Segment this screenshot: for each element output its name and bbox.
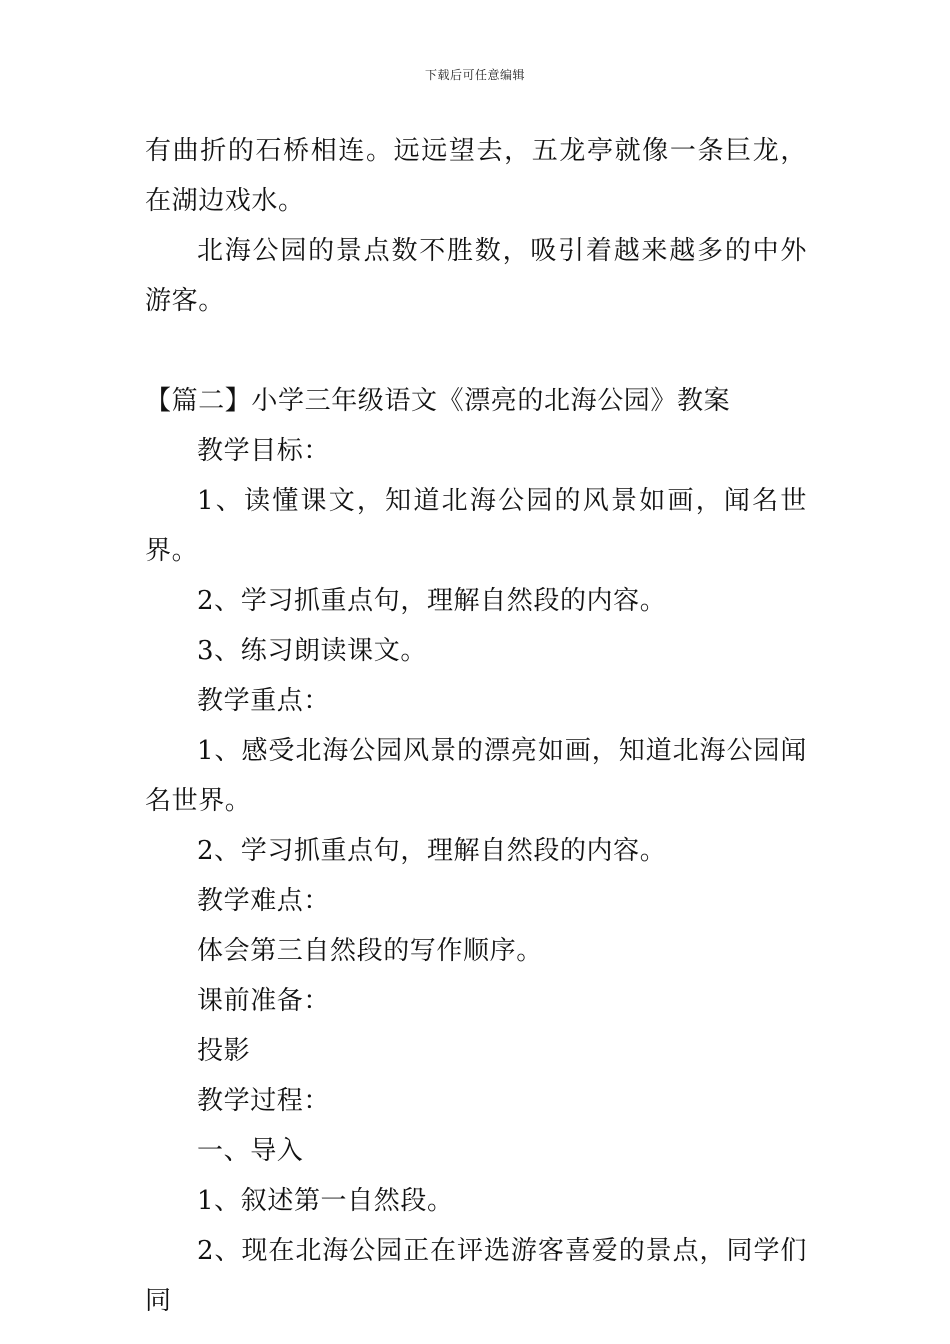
list-item: 1、感受北海公园风景的漂亮如画，知道北海公园闻名世界。 [145, 736, 807, 816]
heading-difficulties: 教学难点： [197, 886, 331, 916]
list-item: 1、叙述第一自然段。 [197, 1186, 454, 1216]
paragraph: 有曲折的石桥相连。远远望去，五龙亭就像一条巨龙，在湖边戏水。 [145, 136, 807, 216]
list-item: 体会第三自然段的写作顺序。 [197, 936, 543, 966]
section-title: 【篇二】小学三年级语文《漂亮的北海公园》教案 [145, 386, 731, 416]
paragraph: 北海公园的景点数不胜数，吸引着越来越多的中外游客。 [145, 236, 807, 316]
document-body [145, 126, 807, 1326]
list-item: 3、练习朗读课文。 [197, 636, 427, 666]
list-item: 一、导入 [197, 1136, 304, 1166]
heading-key-points: 教学重点： [197, 686, 331, 716]
list-item: 2、学习抓重点句，理解自然段的内容。 [197, 586, 667, 616]
list-item: 投影 [197, 1036, 251, 1066]
section-spacer [145, 326, 807, 376]
list-item: 2、学习抓重点句，理解自然段的内容。 [197, 836, 667, 866]
heading-objectives: 教学目标： [197, 436, 331, 466]
list-item: 1、读懂课文，知道北海公园的风景如画，闻名世界。 [145, 486, 807, 566]
heading-preparation: 课前准备： [197, 986, 331, 1016]
list-item: 2、现在北海公园正在评选游客喜爱的景点，同学们同 [145, 1236, 807, 1316]
heading-process: 教学过程： [197, 1086, 331, 1116]
page-header: 下载后可任意编辑 [424, 68, 525, 82]
